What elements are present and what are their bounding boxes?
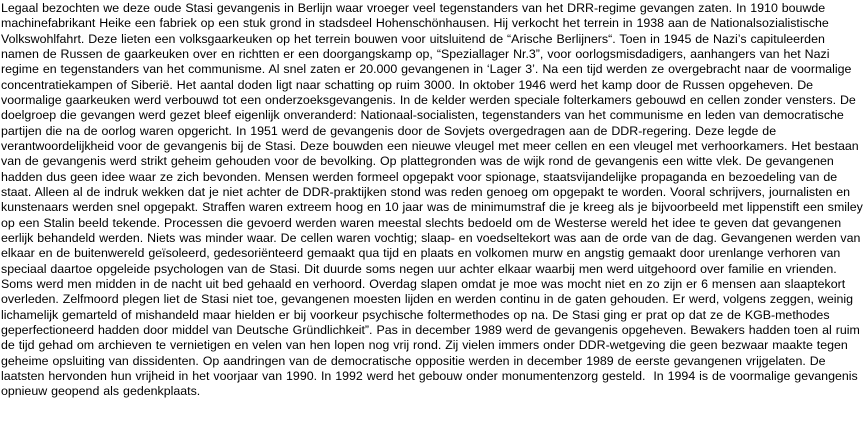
body-paragraph: Legaal bezochten we deze oude Stasi gevangenis in Berlijn waar vroeger veel tegenstanders van het DRR-regime gevangen zaten. In 1910 bouwde machinefabrikant Heike een fabriek op een stuk grond in stadsdeel Hohenschönhausen. Hij verkocht het terrein in 1938 aan de Nationalsozialistische Volkswohlfahrt. Deze lieten een volksgaarkeuken op het terrein bouwen voor uitsluitend de “Arische Berlijners“. Toen in 1945 de Nazi’s capituleerden namen de Russen de gaarkeuken over en richtten er een doorgangskamp op, “Speziallager Nr.3”, voor oorlogsmisdadigers, aanhangers van het Nazi regime en tegenstanders van het communisme. Al snel zaten er 20.000 gevangenen in ‘Lager 3’. Na een tijd werden ze overgebracht naar de voormalige concentratiekampen of Siberië. Het aantal doden ligt naar schatting op ruim 3000. In oktober 1946 werd het kamp door de Russen opgeheven. De voormalige gaarkeuken werd verbouwd tot een onderzoeksgevangenis. In de kelder werden speciale folterkamers gebouwd en cellen zonder vensters. De doelgroep die gevangen werd gezet bleef eigenlijk onveranderd: Nationaal-socialisten, tegenstanders van het communisme en leden van democratische partijen die na de oorlog waren opgericht. In 1951 werd de gevangenis door de Sovjets overgedragen aan de DDR-regering. Deze legde de verantwoordelijkheid voor de gevangenis bij de Stasi. Deze bouwden een nieuwe vleugel met meer cellen en een vleugel met verhoorkamers. Het bestaan van de gevangenis werd strikt geheim gehouden voor de bevolking. Op plattegronden was de wijk rond de gevangenis een witte vlek. De gevangenen hadden dus geen idee waar ze zich bevonden. Mensen werden formeel opgepakt voor spionage, staatsvijandelijke propaganda en bezoedeling van de staat. Alleen al de indruk wekken dat je niet achter de DDR-praktijken stond was reden genoeg om opgepakt te worden. Vooral schrijvers, journalisten en kunstenaars werden snel opgepakt. Straffen waren extreem hoog en 10 jaar was de minimumstraf die je kreeg als je bijvoorbeeld met lippenstift een smiley op een Stalin beeld tekende. Processen die gevoerd werden waren meestal slechts bedoeld om de Westerse wereld het idee te geven dat gevangenen eerlijk behandeld werden. Niets was minder waar. De cellen waren vochtig; slaap- en voedseltekort was aan de orde van de dag. Gevangenen werden van elkaar en de buitenwereld geïsoleerd, gedesoriënteerd gemaakt qua tijd en plaats en volkomen murw en angstig gemaakt door urenlange verhoren van speciaal daartoe opgeleide psychologen van de Stasi. Dit duurde soms negen uur achter elkaar waarbij men werd uitgehoord over familie en vrienden. Soms werd men midden in de nacht uit bed gehaald en verhoord. Overdag slapen omdat je moe was mocht niet en zo zijn er 6 mensen aan slaaptekort overleden. Zelfmoord plegen liet de Stasi niet toe, gevangenen moesten lijden en werden continu in de gaten gehouden. Er werd, volgens zeggen, weinig lichamelijk gemarteld of mishandeld maar hielden er bij voorkeur psychische foltermethodes op na. De Stasi ging er prat op dat ze de KGB-methodes geperfectioneerd hadden door middel van Deutsche Gründlichkeit”. Pas in december 1989 werd de gevangenis opgeheven. Bewakers hadden toen al ruim de tijd gehad om archieven te vernietigen en velen van hen lopen nog vrij rond. Zij vielen immers onder DDR-wetgeving die geen bezwaar maakte tegen geheime opsluiting van dissidenten. Op aandringen van de democratische oppositie werden in december 1989 de eerste gevangenen vrijgelaten. De laatsten hervonden hun vrijheid in het voorjaar van 1990. In 1992 werd het gebouw onder monumentenzorg gesteld. In 1994 is de voormalige gevangenis opnieuw geopend als gedenkplaats. (1, 1, 867, 399)
